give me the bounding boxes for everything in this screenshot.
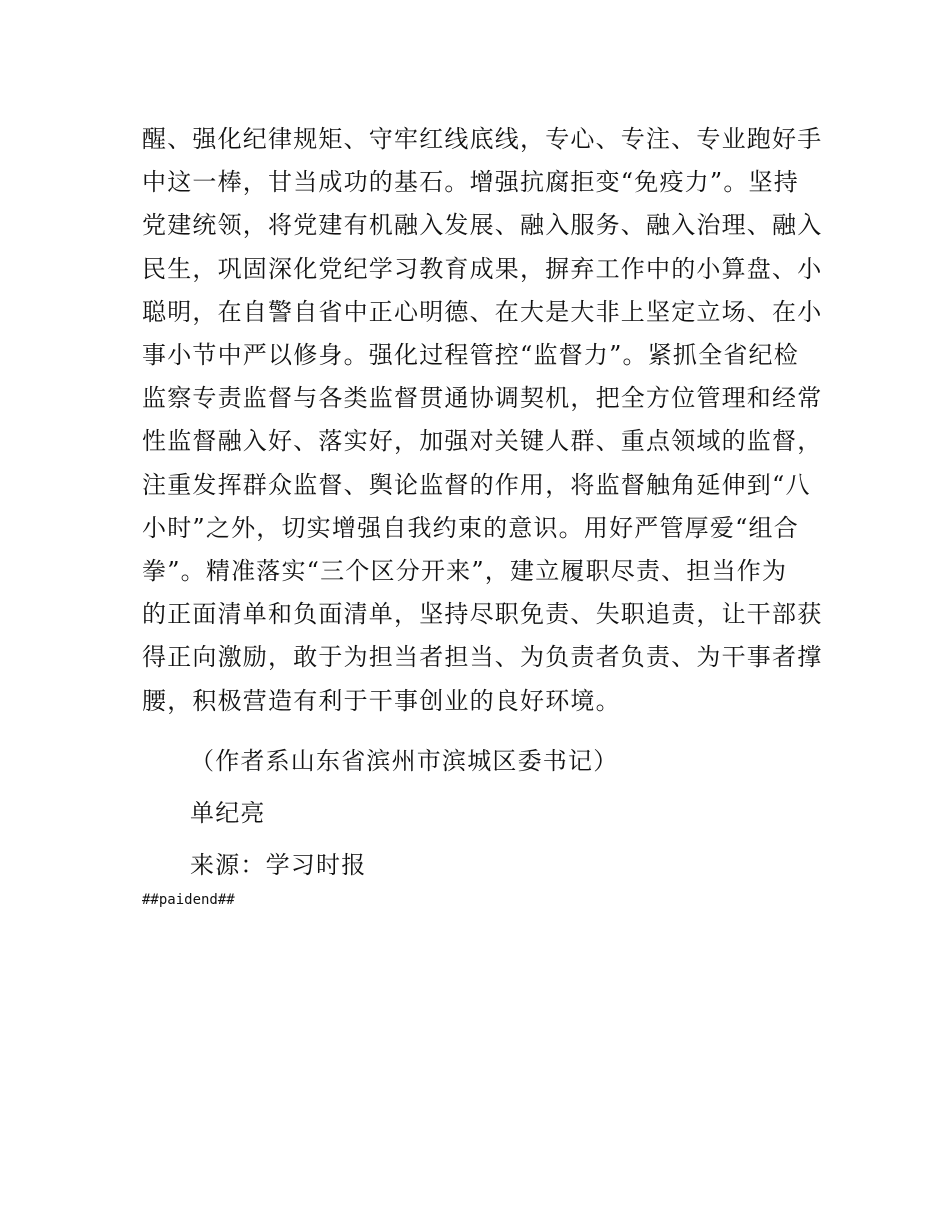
body-line: 性监督融入好、落实好，加强对关键人群、重点领域的监督， xyxy=(142,427,823,456)
body-paragraph xyxy=(142,118,823,723)
body-line: 事小节中严以修身。强化过程管控“监督力”。紧抓全省纪检 xyxy=(142,341,799,370)
body-line: 监察专责监督与各类监督贯通协调契机，把全方位管理和经常 xyxy=(142,384,823,413)
body-line: 民生，巩固深化党纪学习教育成果，摒弃工作中的小算盘、小 xyxy=(142,254,823,283)
end-marker: ##paidend## xyxy=(142,891,235,908)
author-name: 单纪亮 xyxy=(190,798,266,827)
body-line: 拳”。精准落实“三个区分开来”，建立履职尽责、担当作为 xyxy=(142,557,788,586)
body-line: 中这一棒，甘当成功的基石。增强抗腐拒变“免疫力”。坚持 xyxy=(142,168,799,197)
document-page xyxy=(142,118,823,908)
body-line: 小时”之外，切实增强自我约束的意识。用好严管厚爱“组合 xyxy=(142,513,799,542)
body-line: 注重发挥群众监督、舆论监督的作用，将监督触角延伸到“八 xyxy=(142,470,811,499)
author-note: （作者系山东省滨州市滨城区委书记） xyxy=(190,746,619,775)
source-line: 来源：学习时报 xyxy=(190,850,367,879)
body-line: 的正面清单和负面清单，坚持尽职免责、失职追责，让干部获 xyxy=(142,600,823,629)
body-line: 党建统领，将党建有机融入发展、融入服务、融入治理、融入 xyxy=(142,211,823,240)
body-line: 醒、强化纪律规矩、守牢红线底线，专心、专注、专业跑好手 xyxy=(142,125,823,153)
body-line: 得正向激励，敢于为担当者担当、为负责者负责、为干事者撑 xyxy=(142,643,823,672)
body-line: 腰，积极营造有利于干事创业的良好环境。 xyxy=(142,686,621,715)
body-line: 聪明，在自警自省中正心明德、在大是大非上坚定立场、在小 xyxy=(142,297,823,326)
